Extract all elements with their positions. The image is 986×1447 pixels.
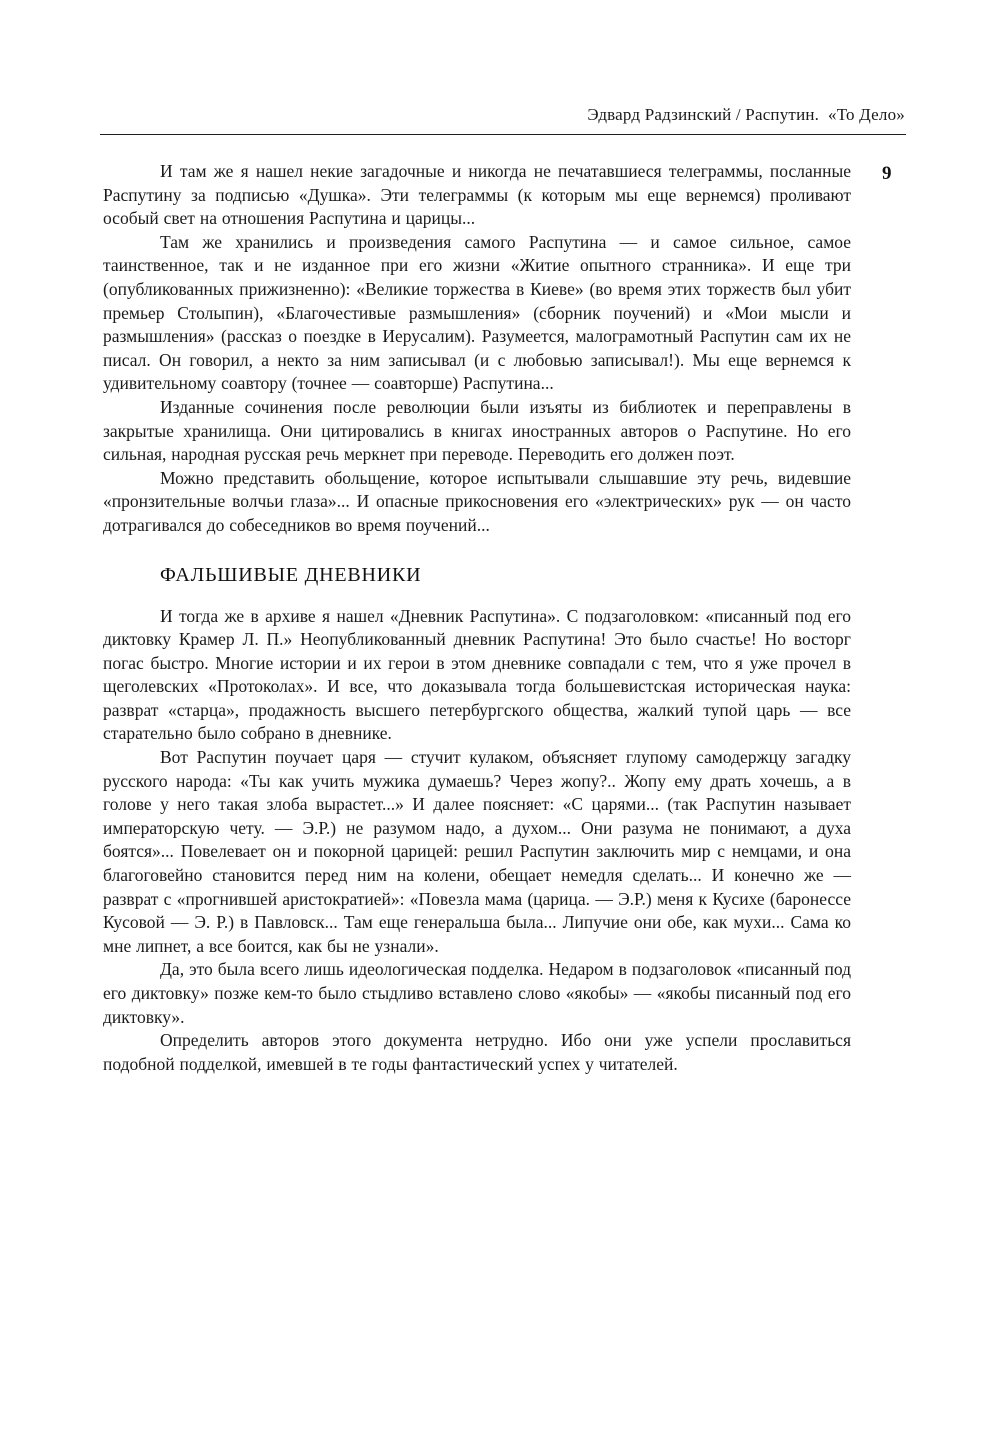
paragraph: Там же хранились и произведения самого Распутина — и самое сильное, самое таинственное, так и не изданное при его жизни «Житие опытного странника». И еще три (опубликованных прижизненно): «Великие торжества в Киеве» (во время этих торжеств был убит премьер Столыпин), «Благочестивые размышления» (сборник поучений) и «Мои мысли и размышления» (рассказ о поездке в Иерусалим). Разумеется, малограмотный Распутин сам их не писал. Он говорил, а некто за ним записывал (и с любовью записывал!). Мы еще вернемся к удивительному соавтору (точнее — соавторше) Распутина...: [103, 231, 851, 394]
header-rule: [100, 134, 906, 135]
paragraph: И тогда же в архиве я нашел «Дневник Распутина». С подзаголовком: «писанный под его диктовку Крамер Л. П.» Неопубликованный дневник Распутина! Это было счастье! Но восторг погас быстро. Многие истории и их герои в этом дневнике совпадали с тем, что я уже прочел в щеголевских «Протоколах». И все, что доказывала тогда большевистская историческая наука: разврат «старца», продажность высшего петербургского общества, жалкий тупой царь — все старательно было собрано в дневнике.: [103, 605, 851, 744]
running-header: Эдвард Радзинский / Распутин. «То Дело»: [587, 105, 905, 124]
paragraph: Вот Распутин поучает царя — стучит кулаком, объясняет глупому самодержцу загадку русского народа: «Ты как учить мужика думаешь? Через жопу?.. Жопу ему драть хочешь, а в голове у него такая злоба вырастет...» И далее поясняет: «С царями... (так Распутин называет императорскую чету. — Э.Р.) не разумом надо, а духом... Они разума не понимают, а духа боятся»... Повелевает он и покорной царицей: решил Распутин заключить мир с немцами, и она благоговейно становится перед ним на колени, обещает немедля сделать... И конечно же — разврат с «прогнившей аристократией»: «Повезла мама (царица. — Э.Р.) меня к Кусихе (баронессе Кусовой — Э. Р.) в Павловск... Там еще генеральша была... Липучие они обе, как мухи... Сама ко мне липнет, а все боится, как бы не узнали».: [103, 747, 851, 956]
page-number: 9: [882, 163, 892, 184]
text-block: [103, 160, 851, 1076]
paragraph: И там же я нашел некие загадочные и никогда не печатавшиеся телеграммы, посланные Распутину за подписью «Душка». Эти телеграммы (к которым мы еще вернемся) проливают особый свет на отношения Распутина и царицы...: [103, 161, 851, 229]
section-heading: ФАЛЬШИВЫЕ ДНЕВНИКИ: [160, 563, 422, 586]
paragraph: Определить авторов этого документа нетрудно. Ибо они уже успели прославиться подобной подделкой, имевшей в те годы фантастический успех у читателей.: [103, 1030, 851, 1074]
paragraph: Изданные сочинения после революции были изъяты из библиотек и переправлены в закрытые хранилища. Они цитировались в книгах иностранных авторов о Распутине. Но его сильная, народная русская речь меркнет при переводе. Переводить его должен поэт.: [103, 396, 851, 465]
paragraph: Можно представить обольщение, которое испытывали слышавшие эту речь, видевшие «пронзительные волчьи глаза»... И опасные прикосновения его «электрических» рук — он часто дотрагивался до собеседников во время поучений...: [103, 467, 851, 535]
paragraph: Да, это была всего лишь идеологическая подделка. Недаром в подзаголовок «писанный под его диктовку» позже кем-то было стыдливо вставлено слово «якобы» — «якобы писанный под его диктовку».: [103, 959, 851, 1027]
